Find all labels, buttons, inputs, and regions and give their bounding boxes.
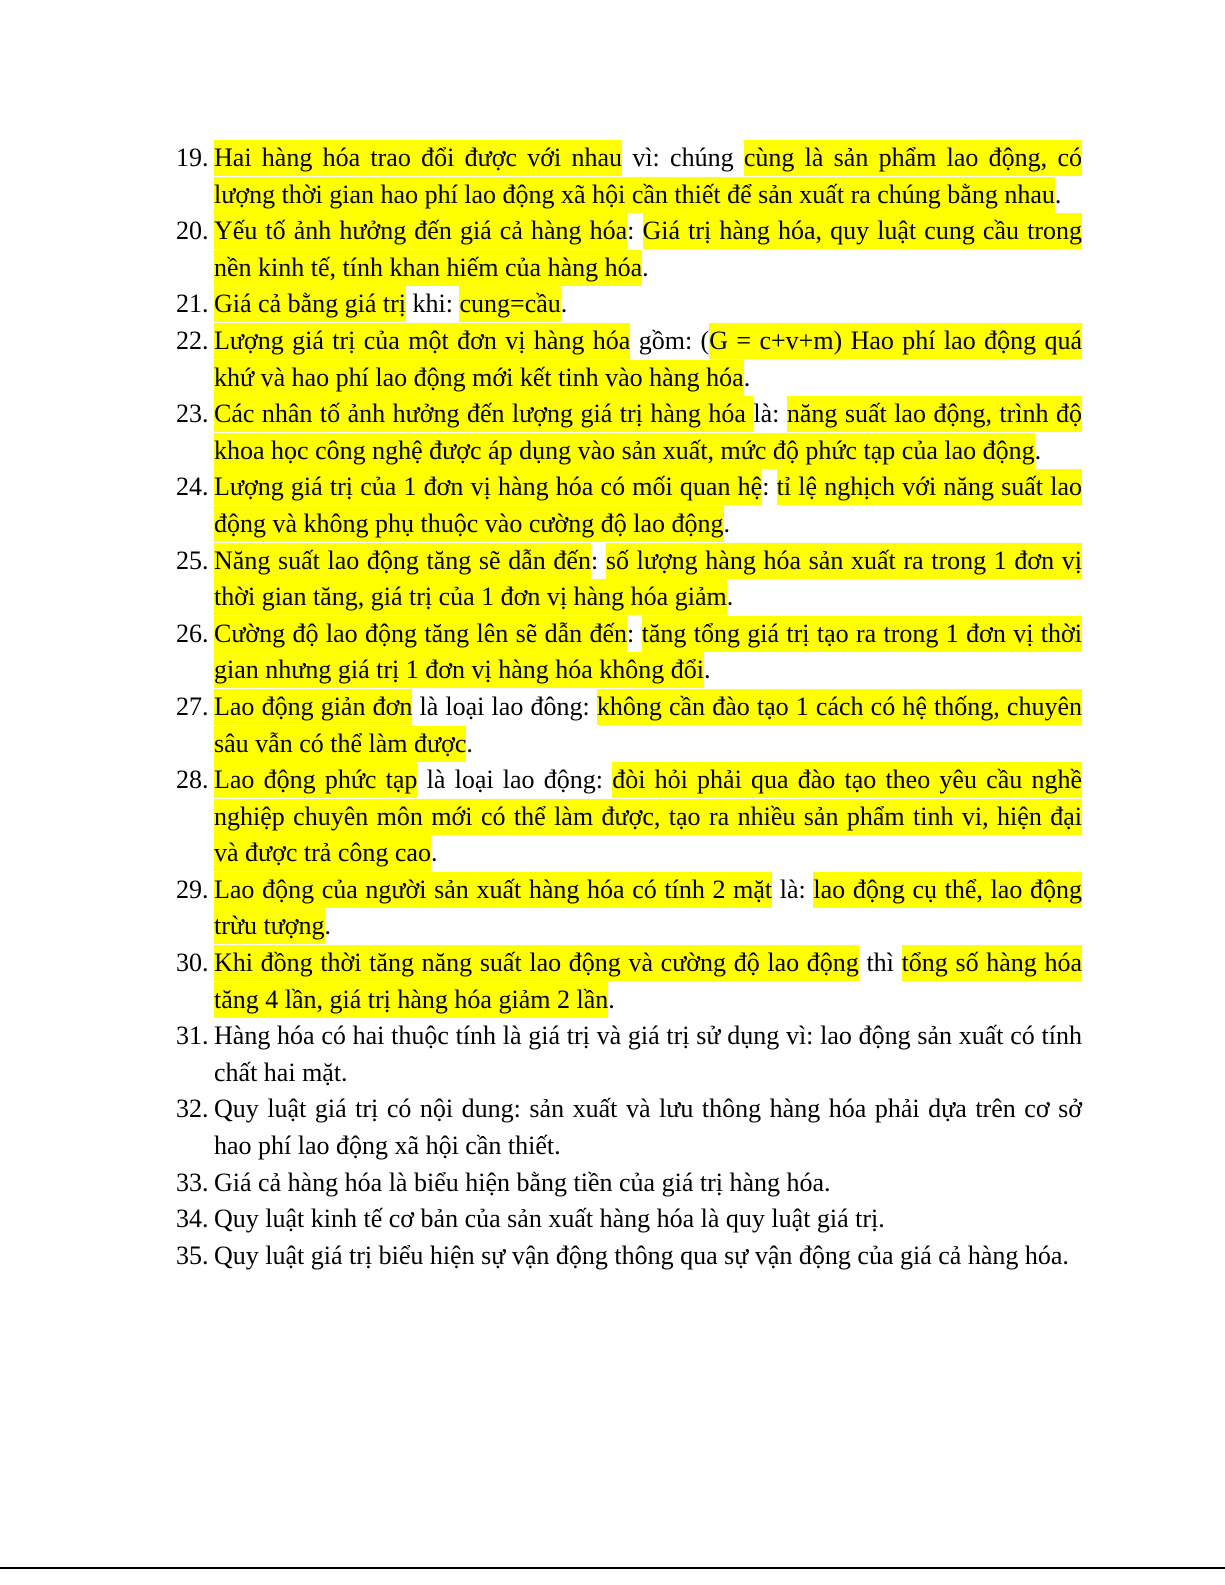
item-text: : — [627, 216, 643, 246]
item-text: . — [1054, 179, 1062, 209]
highlighted-text: cùng là sản phẩm lao động, có lượng thời gian hao phí lao động xã hội cần thiết để sản xuất ra chúng bằng nhau — [214, 140, 1082, 213]
highlighted-text: tỉ lệ nghịch với năng suất lao động và không phụ thuộc vào cường độ lao động — [214, 469, 1082, 542]
list-item — [176, 140, 1082, 213]
highlighted-text: không cần đào tạo 1 cách có hệ thống, chuyên sâu vẫn có thể làm được — [214, 689, 1082, 762]
item-text: : — [762, 472, 777, 502]
item-number: 27. — [176, 691, 209, 721]
highlighted-text: Giá cả bằng giá trị — [214, 286, 406, 322]
list-item — [176, 1018, 1082, 1091]
item-text: . — [430, 838, 438, 868]
item-text: . — [466, 728, 473, 758]
item-text: Giá cả hàng hóa là biểu hiện bằng tiền của giá trị hàng hóa. — [214, 1167, 831, 1197]
item-text: Hàng hóa có hai thuộc tính là giá trị và giá trị sử dụng vì: lao động sản xuất có tính chất hai mặt. — [214, 1021, 1082, 1087]
item-text: thì — [858, 948, 902, 978]
item-text: khi: — [406, 289, 460, 319]
list-item — [176, 762, 1082, 872]
highlighted-text: Lượng giá trị của 1 đơn vị hàng hóa có mối quan hệ — [214, 469, 762, 505]
highlighted-text: tổng số hàng hóa tăng 4 lần, giá trị hàng hóa giảm 2 lần — [214, 945, 1082, 1018]
item-number: 31. — [176, 1021, 209, 1051]
highlighted-text: Lượng giá trị của một đơn vị hàng hóa — [214, 323, 630, 359]
highlighted-text: Lao động giản đơn — [214, 689, 412, 725]
item-number: 33. — [176, 1167, 209, 1197]
highlighted-text: đòi hỏi phải qua đào tạo theo yêu cầu nghề nghiệp chuyên môn mới có thể làm được, tạo ra nhiều sản phẩm tinh vi, hiện đại và được trả công cao — [214, 762, 1082, 871]
list-item — [176, 1091, 1082, 1164]
list-item — [176, 945, 1082, 1018]
item-text: Quy luật kinh tế cơ bản của sản xuất hàng hóa là quy luật giá trị. — [214, 1204, 885, 1234]
list-item — [176, 323, 1082, 396]
item-text: . — [704, 655, 711, 685]
highlighted-text: G = c+v+m) Hao phí lao động quá khứ và hao phí lao động mới kết tinh vào hàng hóa — [214, 323, 1082, 396]
item-number: 21. — [176, 289, 209, 319]
item-number: 19. — [176, 143, 209, 172]
item-text: . — [560, 289, 568, 319]
item-number: 32. — [176, 1094, 209, 1124]
item-text: : — [590, 545, 606, 575]
list-item — [176, 872, 1082, 945]
list-item — [176, 1165, 1082, 1202]
list-item — [176, 469, 1082, 542]
item-text: . — [743, 362, 751, 392]
list-item — [176, 213, 1082, 286]
item-number: 29. — [176, 874, 209, 904]
highlighted-text: tăng tổng giá trị tạo ra trong 1 đơn vị thời gian nhưng giá trị 1 đơn vị hàng hóa không đổi — [214, 616, 1082, 689]
highlighted-text: Lao động của người sản xuất hàng hóa có tính 2 mặt — [214, 872, 772, 908]
item-number: 28. — [176, 765, 209, 795]
page-bottom-border — [0, 1567, 1225, 1569]
item-text: Quy luật giá trị có nội dung: sản xuất và lưu thông hàng hóa phải dựa trên cơ sở hao phí lao động xã hội cần thiết. — [214, 1094, 1082, 1161]
item-text: Quy luật giá trị biểu hiện sự vận động thông qua sự vận động của giá cả hàng hóa. — [214, 1240, 1069, 1270]
item-text: : — [627, 618, 642, 648]
item-number: 26. — [176, 618, 209, 648]
list-item — [176, 616, 1082, 689]
list-item — [176, 1201, 1082, 1238]
item-text: . — [642, 252, 649, 282]
highlighted-text: cung=cầu — [459, 286, 560, 322]
highlighted-text: Khi đồng thời tăng năng suất lao động và cường độ lao động — [214, 945, 859, 981]
item-number: 20. — [176, 216, 209, 246]
highlighted-text: Yếu tố ảnh hưởng đến giá cả hàng hóa — [214, 213, 627, 249]
highlighted-text: Năng suất lao động tăng sẽ dẫn đến — [214, 543, 591, 579]
item-text: . — [1034, 435, 1042, 465]
item-text: . — [608, 984, 615, 1014]
highlighted-text: Các nhân tố ảnh hưởng đến lượng giá trị hàng hóa — [214, 396, 753, 432]
item-text: . — [324, 911, 332, 941]
highlighted-text: Hai hàng hóa trao đổi được với nhau — [214, 140, 622, 176]
item-number: 25. — [176, 545, 209, 575]
highlighted-text: năng suất lao động, trình độ khoa học công nghệ được áp dụng vào sản xuất, mức độ phức tạp của lao động — [214, 396, 1082, 469]
highlighted-text: Giá trị hàng hóa, quy luật cung cầu trong nền kinh tế, tính khan hiếm của hàng hóa — [214, 213, 1082, 286]
item-text: là loại lao động: — [417, 765, 613, 795]
item-number: 34. — [176, 1204, 209, 1234]
highlighted-text: Cường độ lao động tăng lên sẽ dẫn đến — [214, 616, 627, 652]
question-list — [176, 140, 1082, 1274]
item-text: gồm: ( — [630, 325, 710, 355]
item-number: 24. — [176, 472, 209, 502]
item-text: là: — [753, 399, 787, 429]
list-item — [176, 396, 1082, 469]
list-item — [176, 1238, 1082, 1275]
item-text: là loại lao đông: — [412, 691, 597, 721]
list-item — [176, 689, 1082, 762]
item-text: . — [726, 582, 734, 612]
item-number: 30. — [176, 948, 209, 978]
highlighted-text: số lượng hàng hóa sản xuất ra trong 1 đơn vị thời gian tăng, giá trị của 1 đơn vị hàng hóa giảm — [214, 543, 1082, 616]
list-item — [176, 543, 1082, 616]
item-number: 23. — [176, 399, 209, 429]
item-text: . — [723, 508, 730, 538]
item-number: 35. — [176, 1240, 209, 1270]
highlighted-text: Lao động phức tạp — [214, 762, 417, 798]
item-text: vì: chúng — [622, 143, 744, 172]
highlighted-text: lao động cụ thể, lao động trừu tượng — [214, 872, 1082, 945]
item-number: 22. — [176, 325, 209, 355]
list-item — [176, 286, 1082, 323]
item-text: là: — [772, 874, 814, 904]
